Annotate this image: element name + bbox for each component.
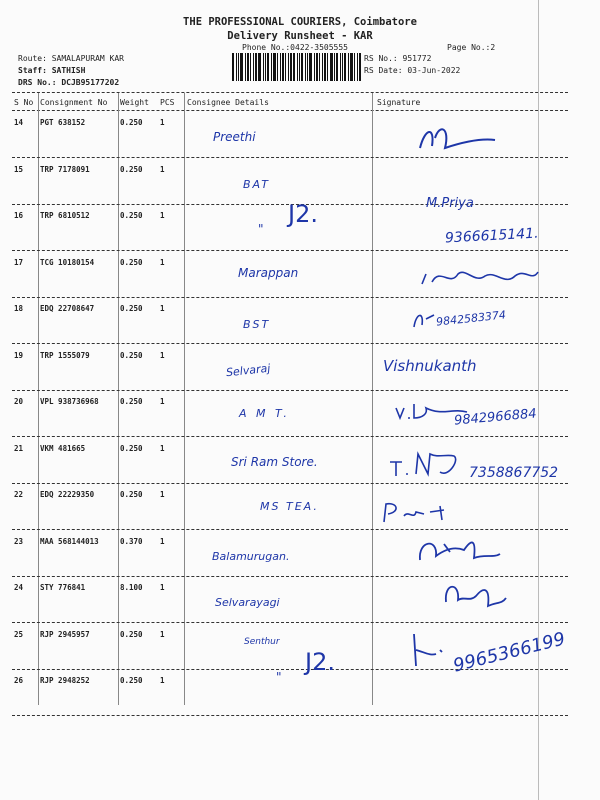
barcode-bar bbox=[253, 53, 254, 81]
row-weight: 0.250 bbox=[120, 258, 143, 267]
barcode-bar bbox=[348, 53, 349, 81]
row-sno: 26 bbox=[14, 676, 24, 685]
row-pcs: 1 bbox=[160, 351, 165, 360]
handwritten-mark: J2. bbox=[305, 648, 335, 676]
col-pcs: PCS bbox=[160, 98, 175, 107]
row-pcs: 1 bbox=[160, 165, 165, 174]
row-weight: 0.250 bbox=[120, 397, 143, 406]
barcode-bar bbox=[255, 53, 257, 81]
barcode-bar bbox=[350, 53, 353, 81]
barcode-bar bbox=[285, 53, 286, 81]
col-line bbox=[184, 93, 185, 705]
handwritten-phone: 7358867752 bbox=[469, 465, 559, 481]
rs-date: RS Date: 03-Jun-2022 bbox=[364, 66, 461, 75]
row-divider bbox=[12, 715, 568, 716]
barcode-bar bbox=[265, 53, 266, 81]
handwritten-consignee: Sri Ram Store. bbox=[231, 455, 318, 469]
row-sno: 21 bbox=[14, 444, 24, 453]
row-weight: 0.250 bbox=[120, 490, 143, 499]
phone-number: Phone No.:0422-3505555 bbox=[242, 43, 348, 52]
page-number: Page No.:2 bbox=[447, 43, 496, 52]
row-sno: 23 bbox=[14, 537, 24, 546]
page-subtitle: Delivery Runsheet - KAR bbox=[227, 30, 373, 42]
row-sno: 19 bbox=[14, 351, 24, 360]
barcode-bar bbox=[322, 53, 323, 81]
barcode-bar bbox=[267, 53, 269, 81]
signature-scribble bbox=[406, 630, 452, 672]
row-pcs: 1 bbox=[160, 630, 165, 639]
page-title: THE PROFESSIONAL COURIERS, Coimbatore bbox=[183, 16, 417, 28]
col-consignment: Consignment No bbox=[40, 98, 108, 107]
handwritten-consignee: " bbox=[276, 670, 282, 684]
barcode-bar bbox=[354, 53, 355, 81]
barcode-bar bbox=[282, 53, 284, 81]
barcode-bar bbox=[307, 53, 308, 81]
barcode-bar bbox=[344, 53, 346, 81]
barcode-bar bbox=[293, 53, 295, 81]
row-consignment-no: TRP 7178091 bbox=[40, 165, 90, 174]
barcode-bar bbox=[297, 53, 298, 81]
row-sno: 22 bbox=[14, 490, 24, 499]
barcode-bar bbox=[277, 53, 278, 81]
route: Route: SAMALAPURAM KAR bbox=[18, 54, 124, 63]
barcode-bar bbox=[314, 53, 315, 81]
col-consignee: Consignee Details bbox=[187, 98, 269, 107]
staff: Staff: SATHISH bbox=[18, 66, 86, 75]
handwritten-consignee: BST bbox=[243, 318, 271, 331]
row-divider bbox=[12, 390, 568, 391]
signature-scribble bbox=[410, 118, 500, 158]
row-consignment-no: VPL 938736968 bbox=[40, 397, 99, 406]
handwritten-consignee: MS TEA. bbox=[260, 500, 319, 513]
row-pcs: 1 bbox=[160, 444, 165, 453]
row-sno: 14 bbox=[14, 118, 24, 127]
row-consignment-no: TRP 6810512 bbox=[40, 211, 90, 220]
barcode-bar bbox=[357, 53, 358, 81]
barcode-bar bbox=[340, 53, 341, 81]
barcode-bar bbox=[330, 53, 333, 81]
handwritten-phone: 9965366199 bbox=[451, 628, 568, 677]
row-pcs: 1 bbox=[160, 583, 165, 592]
barcode-bar bbox=[247, 53, 249, 81]
barcode-bar bbox=[280, 53, 281, 81]
row-pcs: 1 bbox=[160, 490, 165, 499]
row-pcs: 1 bbox=[160, 676, 165, 685]
row-weight: 0.250 bbox=[120, 351, 143, 360]
row-sno: 18 bbox=[14, 304, 24, 313]
row-consignment-no: RJP 2945957 bbox=[40, 630, 90, 639]
barcode-bar bbox=[263, 53, 264, 81]
col-line bbox=[372, 93, 373, 705]
divider bbox=[12, 92, 568, 93]
barcode-bar bbox=[336, 53, 338, 81]
row-sno: 25 bbox=[14, 630, 24, 639]
row-weight: 0.250 bbox=[120, 444, 143, 453]
row-consignment-no: EDQ 22229350 bbox=[40, 490, 95, 499]
barcode-bar bbox=[324, 53, 326, 81]
barcode-bar bbox=[301, 53, 303, 81]
row-consignment-no: MAA 568144013 bbox=[40, 537, 99, 546]
row-sno: 15 bbox=[14, 165, 24, 174]
row-consignment-no: TCG 10180154 bbox=[40, 258, 95, 267]
row-consignment-no: VKM 481665 bbox=[40, 444, 86, 453]
rs-number: RS No.: 951772 bbox=[364, 54, 432, 63]
row-consignment-no: STY 776841 bbox=[40, 583, 86, 592]
handwritten-phone: 9366615141. bbox=[444, 225, 539, 247]
barcode-bar bbox=[273, 53, 276, 81]
barcode-bar bbox=[327, 53, 328, 81]
handwritten-consignee: Selvarayagi bbox=[215, 596, 280, 609]
barcode-bar bbox=[236, 53, 237, 81]
row-divider bbox=[12, 297, 568, 298]
row-weight: 0.250 bbox=[120, 211, 143, 220]
barcode-bar bbox=[319, 53, 320, 81]
row-pcs: 1 bbox=[160, 397, 165, 406]
barcode-bar bbox=[342, 53, 343, 81]
barcode-bar bbox=[316, 53, 318, 81]
handwritten-phone: 9842966884 bbox=[453, 406, 538, 429]
row-sno: 16 bbox=[14, 211, 24, 220]
drs-number: DRS No.: DCJB95177202 bbox=[18, 78, 120, 87]
row-consignment-no: TRP 1555079 bbox=[40, 351, 90, 360]
row-pcs: 1 bbox=[160, 211, 165, 220]
barcode-bar bbox=[309, 53, 312, 81]
row-pcs: 1 bbox=[160, 537, 165, 546]
handwritten-consignee: " bbox=[258, 222, 264, 236]
row-weight: 0.250 bbox=[120, 676, 143, 685]
col-line bbox=[38, 93, 39, 705]
barcode-image bbox=[232, 53, 362, 81]
handwritten-consignee: Senthur bbox=[244, 637, 280, 647]
row-weight: 0.250 bbox=[120, 118, 143, 127]
handwritten-consignee: BAT bbox=[243, 178, 270, 191]
row-pcs: 1 bbox=[160, 258, 165, 267]
row-sno: 24 bbox=[14, 583, 24, 592]
row-divider bbox=[12, 250, 568, 251]
barcode-bar bbox=[288, 53, 289, 81]
divider bbox=[12, 110, 568, 111]
row-weight: 0.250 bbox=[120, 165, 143, 174]
barcode-bar bbox=[271, 53, 272, 81]
row-consignment-no: EDQ 22708647 bbox=[40, 304, 95, 313]
row-divider bbox=[12, 436, 568, 437]
row-weight: 0.250 bbox=[120, 304, 143, 313]
signature-scribble bbox=[420, 262, 540, 292]
barcode-bar bbox=[299, 53, 300, 81]
row-weight: 0.370 bbox=[120, 537, 143, 546]
col-weight: Weight bbox=[120, 98, 149, 107]
row-pcs: 1 bbox=[160, 118, 165, 127]
row-divider bbox=[12, 343, 568, 344]
handwritten-consignee: Preethi bbox=[213, 130, 256, 144]
barcode-bar bbox=[245, 53, 246, 81]
handwritten-signature: M.Priya bbox=[426, 196, 474, 211]
col-line bbox=[118, 93, 119, 705]
handwritten-consignee: A M T. bbox=[239, 407, 290, 420]
handwritten-mark: J2. bbox=[288, 200, 318, 228]
barcode-bar bbox=[232, 53, 234, 81]
handwritten-consignee: Balamurugan. bbox=[212, 550, 290, 563]
handwritten-signature: Vishnukanth bbox=[383, 357, 477, 375]
row-sno: 20 bbox=[14, 397, 24, 406]
page-edge-line bbox=[538, 0, 539, 800]
col-sno: S No bbox=[14, 98, 34, 107]
row-pcs: 1 bbox=[160, 304, 165, 313]
row-consignment-no: RJP 2948252 bbox=[40, 676, 90, 685]
row-consignment-no: PGT 638152 bbox=[40, 118, 86, 127]
signature-scribble bbox=[440, 576, 510, 612]
barcode-bar bbox=[359, 53, 361, 81]
barcode-bar bbox=[290, 53, 293, 81]
row-sno: 17 bbox=[14, 258, 24, 267]
signature-scribble bbox=[414, 530, 504, 570]
row-divider bbox=[12, 483, 568, 484]
barcode-bar bbox=[238, 53, 239, 81]
row-divider bbox=[12, 622, 568, 623]
signature-scribble bbox=[380, 498, 460, 528]
barcode-bar bbox=[258, 53, 261, 81]
row-weight: 8.100 bbox=[120, 583, 143, 592]
col-signature: Signature bbox=[377, 98, 421, 107]
handwritten-consignee: Selvaraj bbox=[225, 361, 271, 380]
signature-scribble bbox=[392, 398, 472, 428]
barcode-bar bbox=[250, 53, 251, 81]
handwritten-consignee: Marappan bbox=[238, 266, 299, 280]
row-weight: 0.250 bbox=[120, 630, 143, 639]
handwritten-number: 9842583374 bbox=[435, 308, 507, 329]
signature-scribble bbox=[410, 305, 450, 335]
barcode-bar bbox=[305, 53, 306, 81]
barcode-bar bbox=[240, 53, 243, 81]
barcode-bar bbox=[334, 53, 335, 81]
signature-scribble bbox=[388, 448, 468, 482]
